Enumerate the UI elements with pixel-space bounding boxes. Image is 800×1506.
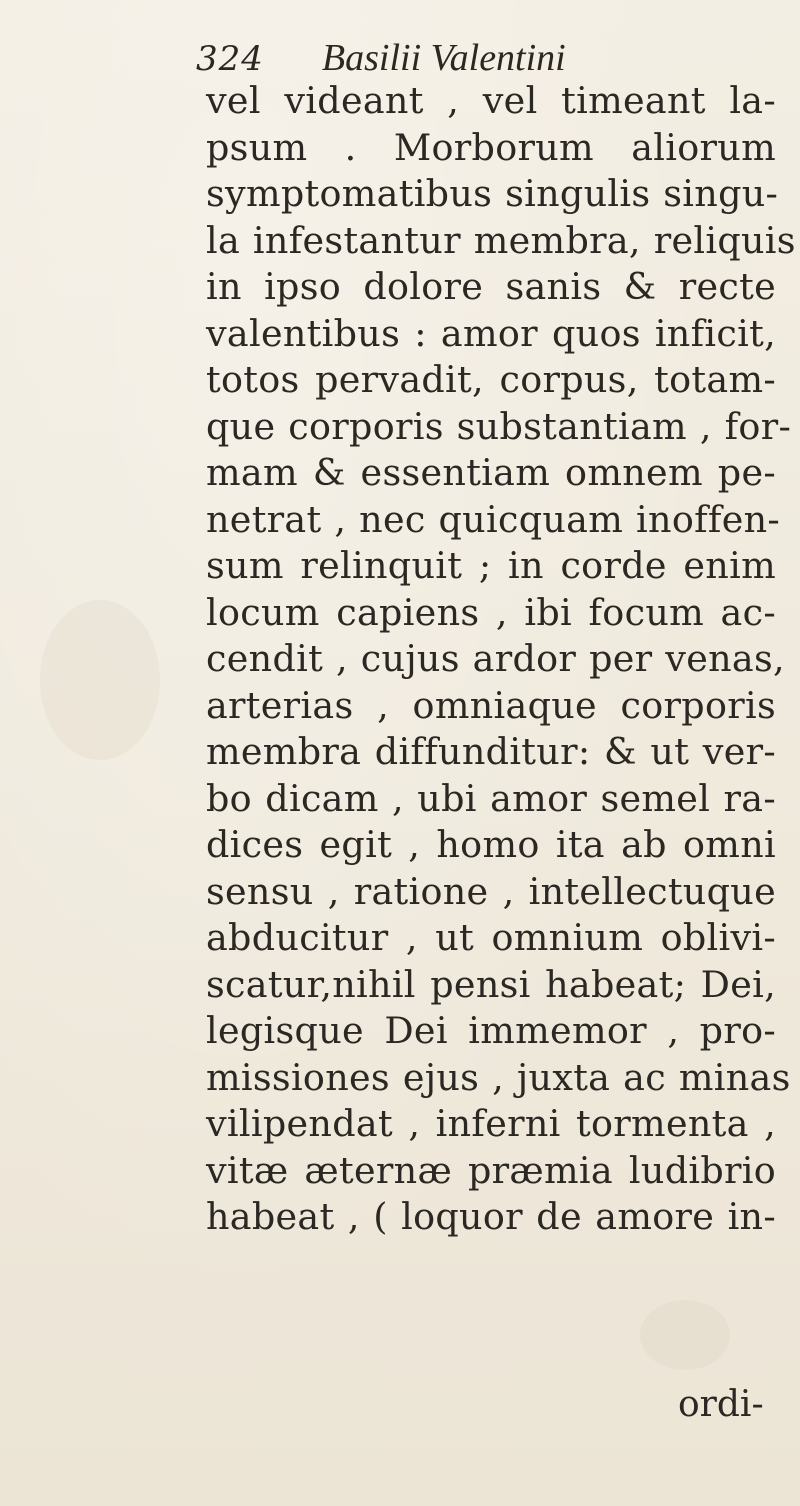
text-line: vitæ æternæ præmia ludibrio [206,1148,776,1192]
text-line: que corporis substantiam , for- [206,404,792,448]
text-line: bo dicam , ubi amor semel ra- [206,776,776,820]
text-line: habeat , ( loquor de amore in- [206,1195,776,1238]
text-line: locum capiens , ibi focum ac- [206,590,776,634]
paper-stain [640,1300,730,1370]
paper-stain [40,600,160,760]
text-line: vilipendat , inferni tormenta , [206,1102,776,1145]
text-line: totos pervadit, corpus, totam- [206,358,776,401]
running-head: Basilii Valentini [321,37,566,79]
body-text [206,78,796,1241]
text-line: arterias , omniaque corporis [206,683,776,727]
text-line: valentibus : amor quos inficit, [206,311,776,355]
text-line: psum . Morborum aliorum [206,125,776,169]
text-line: mam & essentiam omnem pe- [206,451,776,494]
text-line: symptomatibus singulis singu- [206,172,779,215]
page-number: 324 [196,39,264,79]
text-line: cendit , cujus ardor per venas, [206,637,785,680]
text-line: legisque Dei immemor , pro- [206,1009,776,1052]
text-line: sensu , ratione , intellectuque [206,869,776,913]
text-line: sum relinquit ; in corde enim [206,544,776,587]
text-line: la infestantur membra, reliquis [206,218,796,262]
text-line: dices egit , homo ita ab omni [206,823,776,866]
text-line: membra diffunditur: & ut ver- [206,730,776,773]
text-line: in ipso dolore sanis & recte [206,265,776,308]
text-line: missiones ejus , juxta ac minas [206,1055,791,1099]
text-line: netrat , nec quicquam inoffen- [206,497,781,541]
text-line: vel videant , vel timeant la- [206,79,776,122]
text-line: scatur,nihil pensi habeat; Dei, [206,962,776,1006]
text-line: abducitur , ut omnium oblivi- [206,916,776,959]
catchword: ordi- [678,1384,764,1425]
